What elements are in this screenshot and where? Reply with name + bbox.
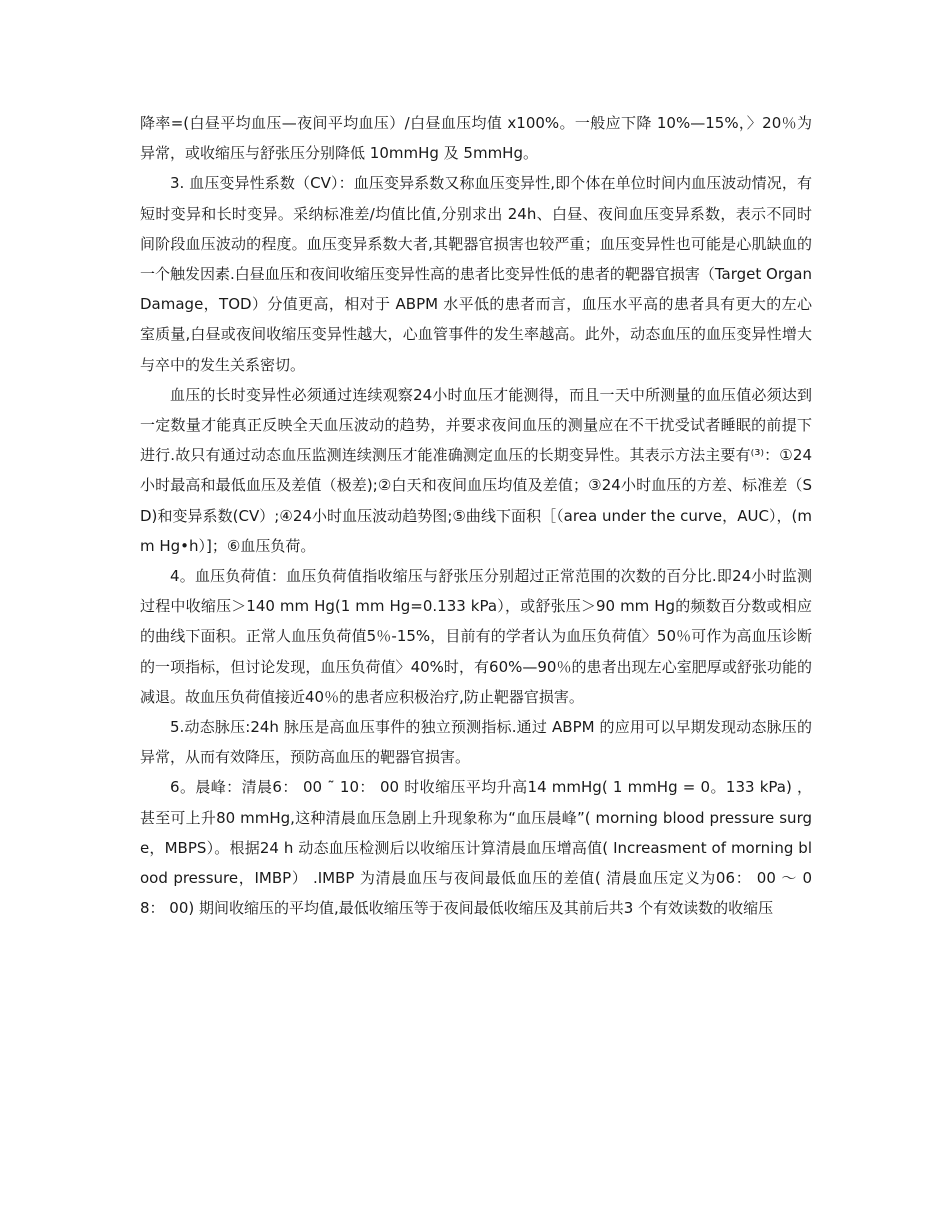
- paragraph-bp-variability-coefficient: 3. 血压变异性系数（CV）：血压变异系数又称血压变异性,即个体在单位时间内血压波动情况，有短时变异和长时变异。采纳标准差/均值比值,分别求出 24h、白昼、夜间血压变异系数，表示不同时间阶段血压波动的程度。血压变异系数大者,其靶器官损害也较严重；血压变异性也可能是心肌缺血的一个触发因素.白昼血压和夜间收缩压变异性高的患者比变异性低的患者的靶器官损害（Target Organ Damage，TOD）分值更高，相对于 ABPM 水平低的患者而言，血压水平高的患者具有更大的左心室质量,白昼或夜间收缩压变异性越大，心血管事件的发生率越高。此外，动态血压的血压变异性增大与卒中的发生关系密切。: [140, 174, 812, 374]
- paragraph-bp-load: 4。血压负荷值：血压负荷值指收缩压与舒张压分别超过正常范围的次数的百分比.即24小时监测过程中收缩压＞140 mm Hg(1 mm Hg=0.133 kPa），或舒张压＞90 mm Hg的频数百分数或相应的曲线下面积。正常人血压负荷值5％-15%，目前有的学者认为血压负荷值〉50％可作为高血压诊断的一项指标，但讨论发现，血压负荷值〉40%时，有60%—90％的患者出现左心室肥厚或舒张功能的减退。故血压负荷值接近40％的患者应积极治疗,防止靶器官损害。: [140, 567, 812, 706]
- paragraph-morning-surge: 6。晨峰：清晨6： 00 ˜ 10： 00 时收缩压平均升高14 mmHg( 1 mmHg = 0。133 kPa) ，甚至可上升80 mmHg,这种清晨血压急剧上升现象称为“血压晨峰”( morning blood pressure surge，MBPS）。根据24 h 动态血压检测后以收缩压计算清晨血压增高值( Increasment of morning blood pressure，IMBP） .IMBP 为清晨血压与夜间最低血压的差值( 清晨血压定义为06： 00 ～ 08： 00) 期间收缩压的平均值,最低收缩压等于夜间最低收缩压及其前后共3 个有效读数的收缩压: [140, 778, 812, 918]
- paragraph-pulse-pressure: 5.动态脉压:24h 脉压是高血压事件的独立预测指标.通过 ABPM 的应用可以早期发现动态脉压的异常，从而有效降压，预防高血压的靶器官损害。: [140, 718, 812, 767]
- paragraph-night-decline-rate: 降率=(白昼平均血压—夜间平均血压）/白昼血压均值 x100%。一般应下降 10%—15%，〉20％为异常，或收缩压与舒张压分别降低 10mmHg 及 5mmHg。: [140, 114, 812, 163]
- document-body: [140, 108, 812, 923]
- paragraph-long-term-variability: 血压的长时变异性必须通过连续观察24小时血压才能测得，而且一天中所测量的血压值必须达到一定数量才能真正反映全天血压波动的趋势，并要求夜间血压的测量应在不干扰受试者睡眠的前提下进行.故只有通过动态血压监测连续测压才能准确测定血压的长期变异性。其表示方法主要有⁽³⁾：①24小时最高和最低血压及差值（极差);②白天和夜间血压均值及差值；③24小时血压的方差、标准差（SD)和变异系数(CV）;④24小时血压波动趋势图;⑤曲线下面积［（area under the curve，AUC），(mm Hg•h）]；⑥血压负荷。: [140, 385, 812, 555]
